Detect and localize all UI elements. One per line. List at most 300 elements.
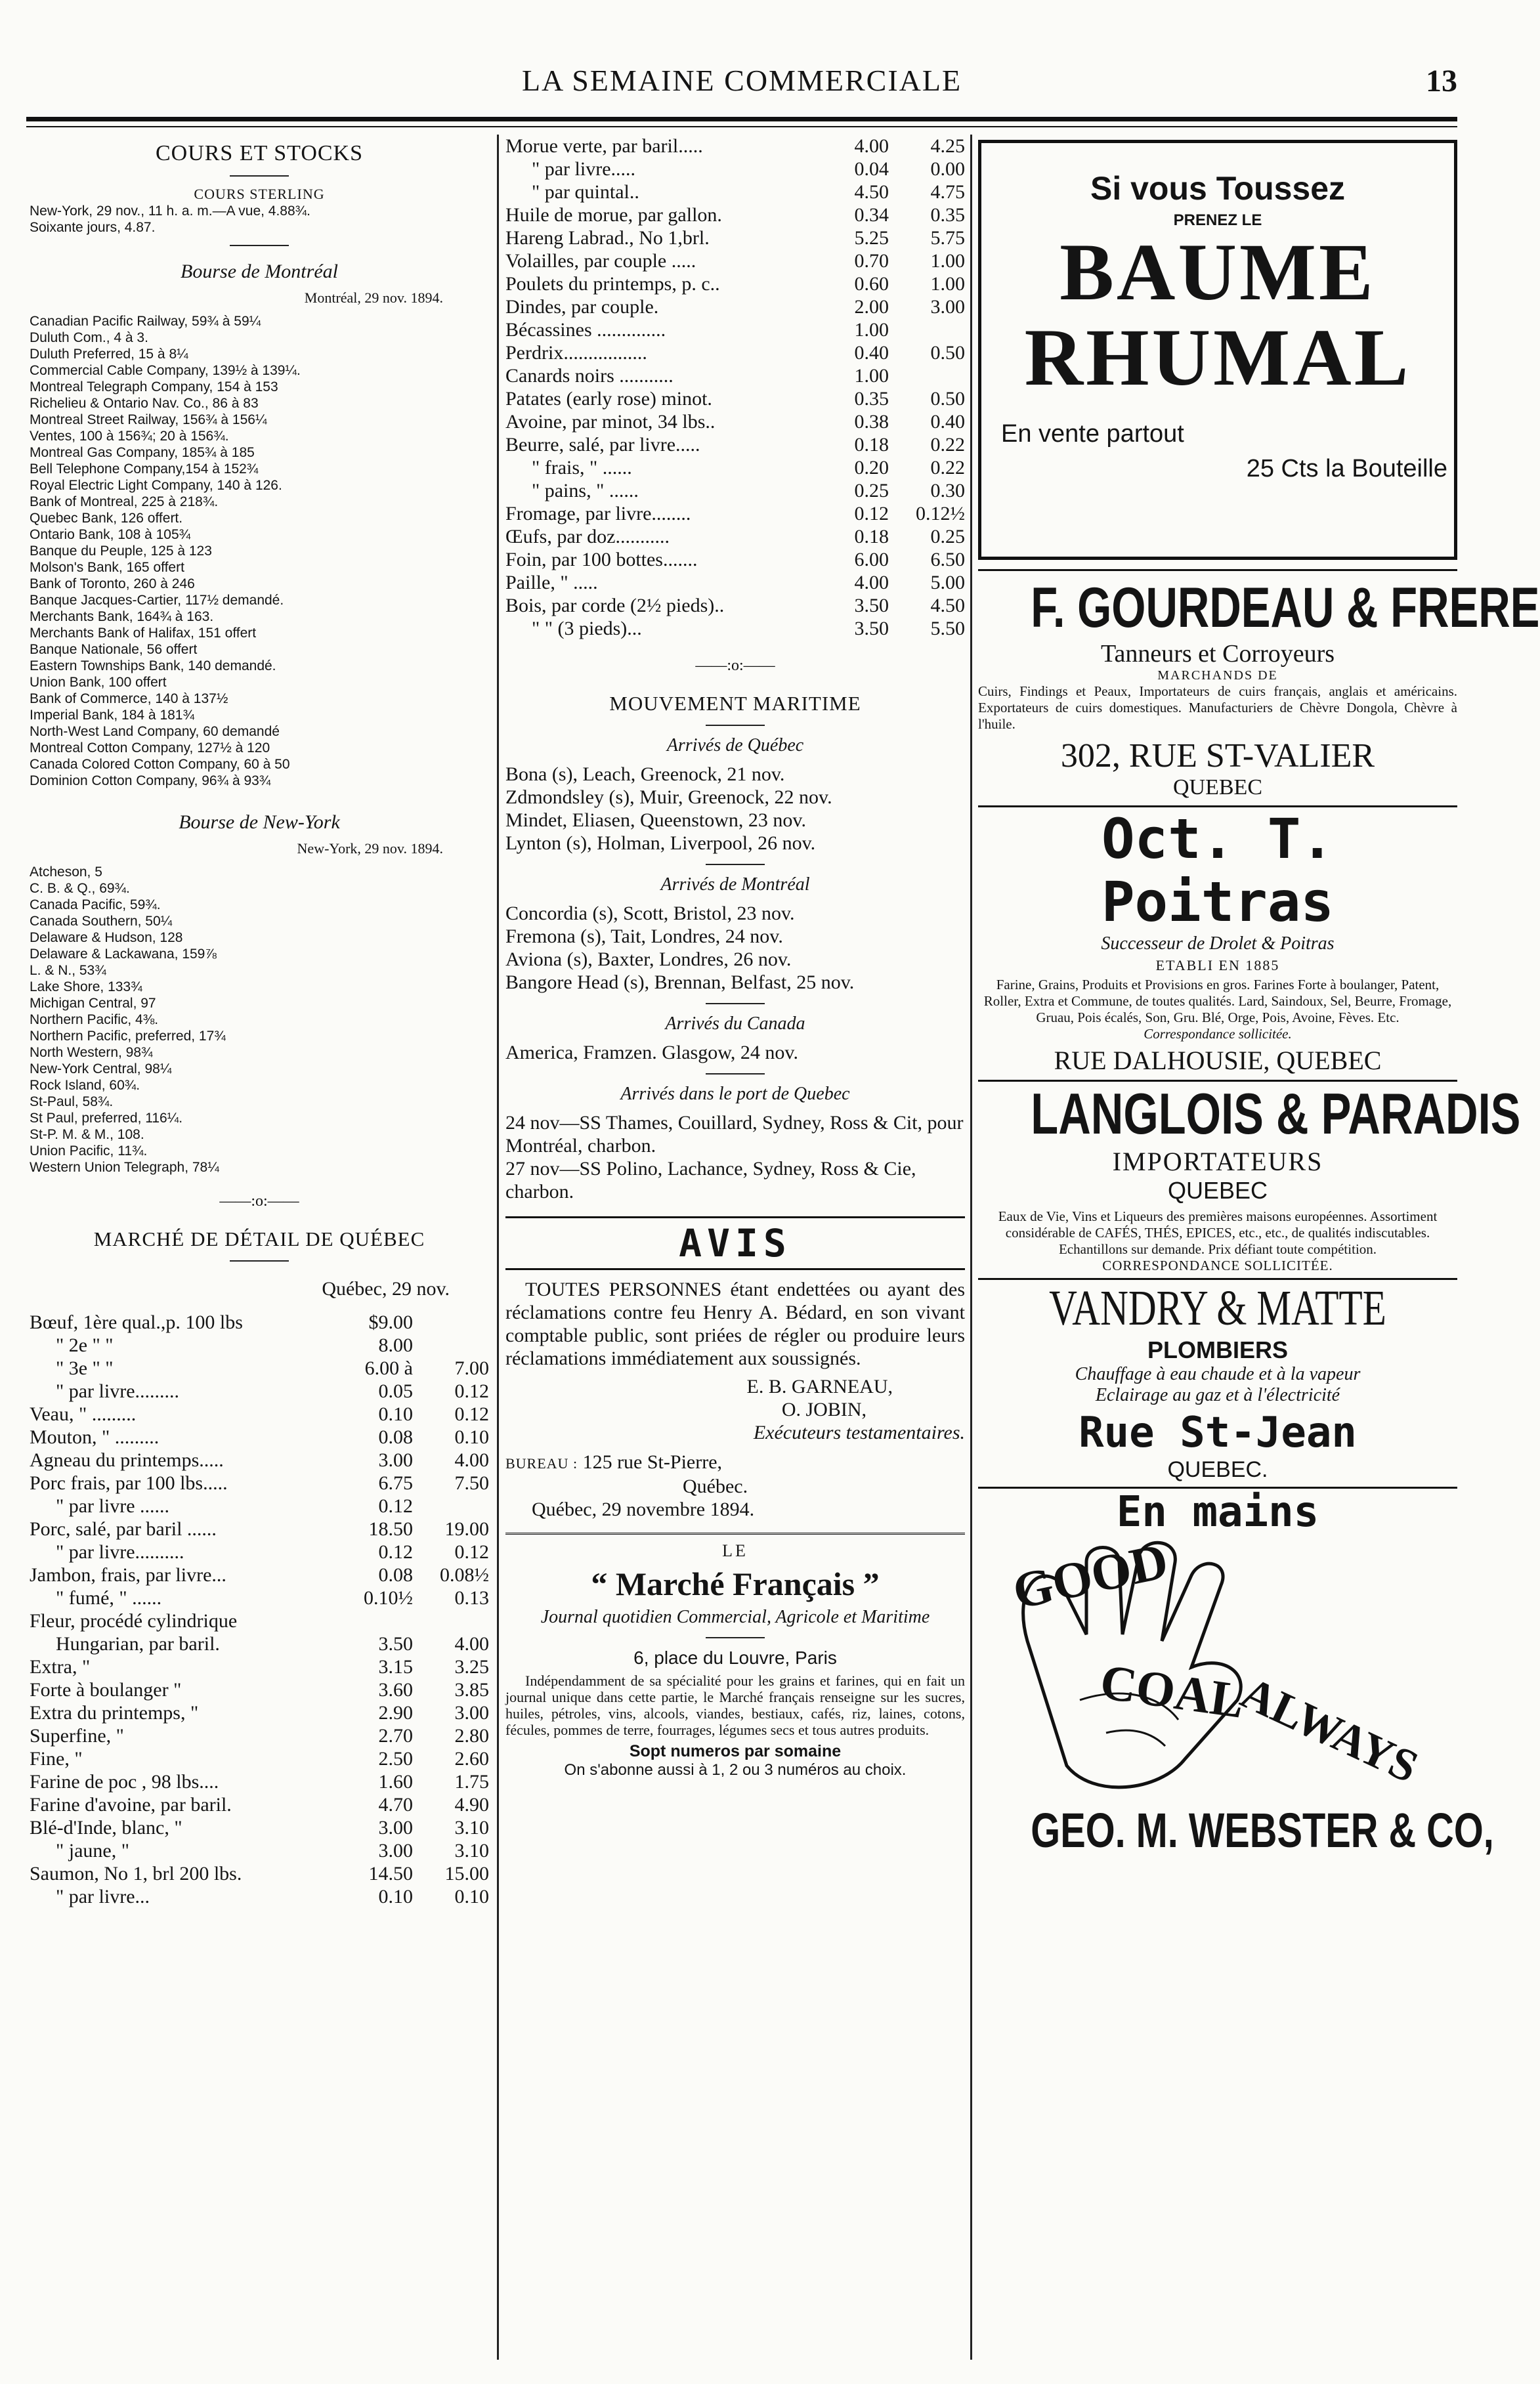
price-row — [30, 1862, 489, 1885]
price-value: 0.30 — [930, 480, 965, 501]
avis-bureau-label: BUREAU : — [505, 1455, 578, 1472]
price-value: 3.00 — [378, 1840, 413, 1862]
text-line: Canada Pacific, 59¾. — [30, 897, 161, 912]
price-row — [30, 1747, 489, 1770]
price-row — [30, 1655, 489, 1678]
baume-line3: BAUME — [1059, 227, 1376, 317]
text-line: Zdmondsley (s), Muir, Greenock, 22 nov. — [505, 786, 832, 808]
price-value: 0.04 — [854, 158, 889, 180]
price-item: Beurre, salé, par livre..... — [505, 434, 700, 456]
price-item: Blé-d'Inde, blanc, " — [30, 1817, 182, 1839]
text-line: Molson's Bank, 165 offert — [30, 560, 184, 575]
text-line: Lynton (s), Holman, Liverpool, 26 nov. — [505, 832, 816, 854]
marche-francais-subscribe: On s'abonne aussi à 1, 2 ou 3 numéros au choix. — [564, 1761, 907, 1779]
newyork-quotes — [30, 864, 489, 1176]
newyork-date: New-York, 29 nov. 1894. — [297, 840, 443, 857]
price-row — [505, 135, 965, 158]
price-value: 0.20 — [854, 457, 889, 479]
price-value: 1.00 — [930, 250, 965, 272]
price-value: 5.50 — [930, 618, 965, 639]
text-line: St-Paul, 58¾. — [30, 1094, 114, 1109]
price-row — [30, 1357, 489, 1380]
price-value: 1.60 — [378, 1771, 413, 1793]
page-number: 13 — [1426, 64, 1457, 98]
marche-heading: MARCHÉ DE DÉTAIL DE QUÉBEC — [93, 1227, 425, 1250]
price-item: Mouton, " ......... — [30, 1426, 160, 1448]
price-row — [30, 1449, 489, 1472]
gourdeau-name: F. GOURDEAU & FRERE — [1031, 576, 1540, 639]
marche-francais-title: “ Marché Français ” — [591, 1565, 880, 1602]
price-value: 7.50 — [454, 1472, 489, 1494]
price-row — [505, 272, 965, 295]
price-value — [417, 1311, 489, 1334]
price-row — [505, 594, 965, 617]
price-item: Saumon, No 1, brl 200 lbs. — [30, 1863, 242, 1884]
price-value: 1.00 — [854, 319, 889, 341]
price-value: 2.60 — [454, 1748, 489, 1770]
price-value: 19.00 — [444, 1518, 489, 1540]
price-value: 8.00 — [378, 1334, 413, 1356]
price-row — [505, 364, 965, 387]
ad-baume-rhumal — [978, 140, 1457, 560]
text-line: Bangore Head (s), Brennan, Belfast, 25 nov. — [505, 971, 855, 993]
text-line: Delaware & Lackawana, 159⅞ — [30, 947, 217, 962]
baume-line2: PRENEZ LE — [1173, 211, 1262, 229]
text-line: Banque du Peuple, 125 à 123 — [30, 543, 212, 559]
price-row — [505, 456, 965, 479]
price-row — [30, 1816, 489, 1839]
marche-price-table — [30, 1311, 489, 1908]
price-row — [505, 158, 965, 181]
stocks-heading: COURS ET STOCKS — [155, 141, 364, 165]
header-rule-thin — [26, 126, 1457, 127]
webster-coal: COAL — [1097, 1654, 1248, 1729]
text-line: Banque Nationale, 56 offert — [30, 642, 198, 657]
avis-title: AVIS — [679, 1221, 792, 1266]
price-value: 0.60 — [854, 273, 889, 295]
text-line: Atcheson, 5 — [30, 864, 102, 880]
avis-bureau: 125 rue St-Pierre, — [582, 1451, 723, 1473]
price-item: Morue verte, par baril..... — [505, 135, 703, 157]
text-line: Merchants Bank, 164¾ à 163. — [30, 609, 214, 624]
gourdeau-trade: Tanneurs et Corroyeurs — [1100, 640, 1335, 668]
divider — [706, 725, 765, 726]
divider — [230, 245, 289, 246]
marche-francais-subtitle: Journal quotidien Commercial, Agricole et Maritime — [540, 1607, 930, 1627]
price-row — [505, 387, 965, 410]
price-value: 4.00 — [454, 1633, 489, 1655]
price-item: Jambon, frais, par livre... — [30, 1564, 226, 1586]
text-line: America, Framzen. Glasgow, 24 nov. — [505, 1042, 798, 1063]
poitras-correspondence: Correspondance sollicitée. — [1144, 1026, 1292, 1042]
price-value: 0.12 — [454, 1541, 489, 1563]
price-value: 3.85 — [454, 1679, 489, 1701]
price-row — [505, 571, 965, 594]
text-line: Royal Electric Light Company, 140 à 126. — [30, 478, 282, 493]
price-item: Patates (early rose) minot. — [505, 388, 712, 410]
price-value: 0.12 — [378, 1495, 413, 1517]
vandry-line2: Eclairage au gaz et à l'électricité — [1095, 1385, 1340, 1405]
price-value: 3.00 — [378, 1817, 413, 1839]
text-line: Fremona (s), Tait, Londres, 24 nov. — [505, 926, 783, 947]
text-line: St-P. M. & M., 108. — [30, 1127, 144, 1142]
price-value: 1.00 — [854, 365, 889, 387]
price-item: Hungarian, par baril. — [56, 1633, 220, 1655]
avis-signatory-2: O. JOBIN, — [781, 1399, 866, 1420]
price-item: Bois, par corde (2½ pieds).. — [505, 595, 725, 616]
text-line: Banque Jacques-Cartier, 117½ demandé. — [30, 593, 284, 608]
price-value: 0.25 — [930, 526, 965, 547]
gourdeau-body: Cuirs, Findings et Peaux, Importateurs de cuirs français, anglais et américains. Exportateurs de cuirs domestiques. Manufacturiers de Chèvre Dongola, Chèvre à l'huile. — [978, 683, 1457, 732]
price-item: Forte à boulanger " — [30, 1679, 182, 1701]
poitras-body: Farine, Grains, Produits et Provisions en gros. Farines Forte à boulanger, Patent, Roller, Extra et Commune, de toutes qualités. Lard, Saindoux, Sel, Beurre, Fromage, Gruau, Pois écalés, Son, Gru. Blé, Orge, Pois, Avoine, Fèves. Etc. — [983, 977, 1452, 1025]
ad-langlois — [978, 1081, 1521, 1274]
divider — [230, 1260, 289, 1262]
arrivals-montreal-heading: Arrivés de Montréal — [660, 874, 810, 895]
price-item: " frais, " ...... — [532, 457, 632, 479]
text-line: Canadian Pacific Railway, 59¾ à 59¼ — [30, 314, 261, 329]
price-value: 2.50 — [378, 1748, 413, 1770]
price-value: 0.12 — [854, 503, 889, 524]
price-row — [30, 1495, 489, 1518]
price-row — [30, 1678, 489, 1701]
ad-vandry — [978, 1280, 1457, 1483]
price-value: 4.00 — [854, 135, 889, 157]
price-value: 15.00 — [444, 1863, 489, 1884]
price-row — [30, 1334, 489, 1357]
avis-body: TOUTES PERSONNES étant endettées ou ayant des réclamations contre feu Henry A. Bédard, en son vivant comptable public, sont priées de régler ou produire leurs réclamations immédiatement aux soussignés. — [505, 1279, 965, 1369]
webster-top: En mains — [1116, 1488, 1319, 1537]
price-value: 0.50 — [930, 388, 965, 410]
montreal-quotes — [30, 313, 489, 789]
text-line: Ontario Bank, 108 à 105¾ — [30, 527, 191, 542]
price-row — [30, 1380, 489, 1403]
price-row — [505, 502, 965, 525]
price-row — [505, 479, 965, 502]
text-line: Union Bank, 100 offert — [30, 675, 167, 690]
column-divider-2 — [970, 135, 972, 2360]
gourdeau-city: QUEBEC — [1173, 775, 1262, 799]
price-value: 0.10 — [454, 1426, 489, 1448]
price-item: Fine, " — [30, 1748, 83, 1770]
price-value — [417, 1334, 489, 1357]
price-value: 0.12½ — [916, 503, 965, 524]
baume-line4: RHUMAL — [1024, 312, 1411, 402]
arrivals-port-heading: Arrivés dans le port de Quebec — [620, 1084, 850, 1104]
text-line: Quebec Bank, 126 offert. — [30, 511, 183, 526]
price-value: 0.35 — [930, 204, 965, 226]
price-item: Foin, par 100 bottes....... — [505, 549, 698, 570]
price-row — [505, 617, 965, 640]
marche-francais-le: LE — [722, 1541, 748, 1560]
market-price-table — [505, 135, 965, 640]
text-line: Bank of Montreal, 225 à 218¾. — [30, 494, 219, 509]
price-row — [30, 1564, 489, 1586]
divider — [505, 1268, 965, 1270]
langlois-correspondence: CORRESPONDANCE SOLLICITÉE. — [1102, 1258, 1333, 1273]
text-line: Northern Pacific, 4⅜. — [30, 1012, 159, 1027]
divider — [230, 175, 289, 177]
arrivals-montreal — [505, 902, 965, 994]
marche-francais-body: Indépendamment de sa spécialité pour les grains et farines, qui en fait un journal unique dans cette partie, le Marché français renseigne sur les sucres, huiles, pétroles, vins, alcools, viandes, bestiaux, cafés, riz, laines, cotons, fécules, pommes de terre, fourrages, légumes secs et tous autres produits. — [505, 1672, 965, 1738]
price-item: " pains, " ...... — [532, 480, 639, 501]
price-item: Poulets du printemps, p. c.. — [505, 273, 720, 295]
price-value: 1.75 — [454, 1771, 489, 1793]
price-value: 14.50 — [368, 1863, 413, 1884]
text-line: Bank of Toronto, 260 à 246 — [30, 576, 195, 591]
price-item: " 2e " " — [56, 1334, 114, 1356]
price-value: 3.50 — [378, 1633, 413, 1655]
poitras-name: Oct. T. Poitras — [1101, 807, 1334, 934]
separator: ——:o:—— — [695, 657, 775, 674]
price-item: Veau, " ......... — [30, 1403, 137, 1425]
price-value: 2.90 — [378, 1702, 413, 1724]
price-row — [505, 203, 965, 226]
price-value: 4.00 — [454, 1449, 489, 1471]
vandry-street: Rue St-Jean — [1079, 1409, 1357, 1457]
text-line: New-York Central, 98¼ — [30, 1061, 172, 1076]
price-value: 3.15 — [378, 1656, 413, 1678]
price-item: Volailles, par couple ..... — [505, 250, 696, 272]
divider — [706, 864, 765, 865]
price-item: " 3e " " — [56, 1357, 114, 1379]
price-value: 0.10 — [378, 1886, 413, 1907]
price-row — [30, 1426, 489, 1449]
price-item: Agneau du printemps..... — [30, 1449, 224, 1471]
gourdeau-address: 302, RUE ST-VALIER — [1060, 737, 1375, 775]
avis-signatory-1: E. B. GARNEAU, — [746, 1376, 893, 1397]
text-line: C. B. & Q., 69¾. — [30, 881, 130, 896]
price-item: Farine d'avoine, par baril. — [30, 1794, 232, 1816]
column-divider-1 — [497, 135, 499, 2360]
price-row — [30, 1541, 489, 1564]
text-line: Mindet, Eliasen, Queenstown, 23 nov. — [505, 809, 806, 831]
text-line: Delaware & Hudson, 128 — [30, 930, 183, 945]
price-item: Extra, " — [30, 1656, 91, 1678]
langlois-city: QUEBEC — [1167, 1177, 1268, 1204]
price-item: " par livre..... — [532, 158, 636, 180]
price-value: 2.80 — [454, 1725, 489, 1747]
price-item: " fumé, " ...... — [56, 1587, 162, 1609]
price-item: Farine de poc , 98 lbs.... — [30, 1771, 219, 1793]
divider — [706, 1637, 765, 1638]
hand-illustration-icon — [988, 1531, 1447, 1805]
text-line: Commercial Cable Company, 139½ à 139¼. — [30, 363, 301, 378]
price-item: Avoine, par minot, 34 lbs.. — [505, 411, 716, 433]
price-item: Hareng Labrad., No 1,brl. — [505, 227, 710, 249]
sterling-lines — [30, 203, 489, 236]
price-value — [417, 1609, 489, 1632]
price-item: Bécassines .............. — [505, 319, 666, 341]
price-value: 0.08 — [378, 1426, 413, 1448]
price-value: 0.12 — [454, 1380, 489, 1402]
vandry-line1: Chauffage à eau chaude et à la vapeur — [1075, 1364, 1361, 1384]
price-item: Fleur, procédé cylindrique — [30, 1610, 238, 1632]
price-value — [341, 1609, 417, 1632]
price-value: 0.08 — [378, 1564, 413, 1586]
text-line: North Western, 98¾ — [30, 1045, 153, 1060]
vandry-trade: PLOMBIERS — [1147, 1336, 1288, 1363]
avis-bureau-city: Québec. — [683, 1476, 748, 1497]
price-row — [30, 1701, 489, 1724]
text-line: Union Pacific, 11¾. — [30, 1143, 148, 1159]
webster-name: GEO. M. WEBSTER & CO, — [1031, 1803, 1494, 1858]
price-row — [505, 181, 965, 203]
price-item: " par livre ...... — [56, 1495, 170, 1517]
price-value: 0.70 — [854, 250, 889, 272]
divider — [706, 1003, 765, 1004]
price-item: Fromage, par livre........ — [505, 503, 691, 524]
montreal-heading: Bourse de Montréal — [181, 261, 338, 282]
price-value: 3.00 — [930, 296, 965, 318]
price-value: 6.00 à — [364, 1357, 413, 1379]
text-line: Montreal Cotton Company, 127½ à 120 — [30, 740, 270, 756]
price-row — [505, 525, 965, 548]
price-value: 0.35 — [854, 388, 889, 410]
text-line: Western Union Telegraph, 78¼ — [30, 1160, 219, 1175]
ad-gourdeau — [978, 576, 1540, 800]
separator: ——:o:—— — [219, 1193, 299, 1210]
price-value: 6.50 — [930, 549, 965, 570]
price-value: 7.00 — [454, 1357, 489, 1379]
text-line: Bona (s), Leach, Greenock, 21 nov. — [505, 763, 785, 785]
text-line: L. & N., 53¾ — [30, 963, 106, 978]
maritime-heading: MOUVEMENT MARITIME — [609, 692, 861, 715]
price-row — [30, 1518, 489, 1541]
text-line: Aviona (s), Baxter, Londres, 26 nov. — [505, 948, 792, 970]
text-line: 24 nov—SS Thames, Couillard, Sydney, Ross & Cit, pour Montréal, charbon. — [505, 1112, 964, 1157]
price-value: 4.50 — [930, 595, 965, 616]
price-value: 4.70 — [378, 1794, 413, 1816]
baume-line6: 25 Cts la Bouteille — [1246, 455, 1447, 482]
price-item: Porc frais, par 100 lbs..... — [30, 1472, 228, 1494]
poitras-successor: Successeur de Drolet & Poitras — [1101, 933, 1335, 954]
price-row — [30, 1632, 489, 1655]
text-line: Lake Shore, 133¾ — [30, 979, 142, 994]
poitras-address: RUE DALHOUSIE, QUEBEC — [1054, 1046, 1382, 1075]
text-line: Bank of Commerce, 140 à 137½ — [30, 691, 228, 706]
price-row — [505, 433, 965, 456]
price-item: Extra du printemps, " — [30, 1702, 199, 1724]
column-market — [505, 135, 965, 1779]
price-item: " par livre.......... — [56, 1541, 184, 1563]
price-row — [30, 1770, 489, 1793]
price-item: Œufs, par doz........... — [505, 526, 670, 547]
price-row — [30, 1472, 489, 1495]
price-row — [505, 295, 965, 318]
text-line: Montreal Telegraph Company, 154 à 153 — [30, 379, 278, 394]
price-value: 0.50 — [930, 342, 965, 364]
price-value: 0.08½ — [440, 1564, 489, 1586]
marche-francais-address: 6, place du Louvre, Paris — [633, 1648, 837, 1668]
text-line: Concordia (s), Scott, Bristol, 23 nov. — [505, 903, 795, 924]
text-line: Richelieu & Ontario Nav. Co., 86 à 83 — [30, 396, 259, 411]
price-item: Huile de morue, par gallon. — [505, 204, 722, 226]
text-line: Montreal Street Railway, 156¾ à 156¼ — [30, 412, 267, 427]
price-value: 1.00 — [930, 273, 965, 295]
montreal-date: Montréal, 29 nov. 1894. — [304, 289, 443, 306]
price-item: Porc, salé, par baril ...... — [30, 1518, 217, 1540]
price-item: " par livre... — [56, 1886, 150, 1907]
column-advertisements — [978, 135, 1540, 1858]
price-value: 2.70 — [378, 1725, 413, 1747]
price-value: 4.75 — [930, 181, 965, 203]
langlois-name: LANGLOIS & PARADIS — [1031, 1081, 1521, 1146]
text-line: 27 nov—SS Polino, Lachance, Sydney, Ross & Cie, charbon. — [505, 1158, 916, 1203]
price-value: 0.38 — [854, 411, 889, 433]
price-value — [893, 364, 965, 387]
avis-date: Québec, 29 novembre 1894. — [532, 1499, 755, 1520]
price-value — [893, 318, 965, 341]
text-line: Duluth Preferred, 15 à 8¼ — [30, 347, 188, 362]
text-line: Rock Island, 60¾. — [30, 1078, 140, 1093]
price-value: 0.12 — [378, 1541, 413, 1563]
price-item: " " (3 pieds)... — [532, 618, 642, 639]
price-value: 3.50 — [854, 618, 889, 639]
price-item: Perdrix................. — [505, 342, 647, 364]
price-row — [505, 249, 965, 272]
price-value: 3.25 — [454, 1656, 489, 1678]
price-item: Superfine, " — [30, 1725, 124, 1747]
price-value: 0.22 — [930, 457, 965, 479]
arrivals-port — [505, 1111, 965, 1203]
text-line: Merchants Bank of Halifax, 151 offert — [30, 626, 257, 641]
marche-date: Québec, 29 nov. — [322, 1278, 450, 1300]
price-value: 0.13 — [454, 1587, 489, 1609]
text-line: Michigan Central, 97 — [30, 996, 156, 1011]
header-rule — [26, 117, 1457, 121]
page-title: LA SEMAINE COMMERCIALE — [521, 64, 962, 97]
vandry-name: VANDRY & MATTE — [1049, 1281, 1386, 1336]
marche-francais-sample: Sopt numeros par somaine — [629, 1742, 842, 1760]
price-row — [505, 341, 965, 364]
price-row — [30, 1586, 489, 1609]
price-value: 3.60 — [378, 1679, 413, 1701]
price-row — [505, 318, 965, 341]
price-value: 0.12 — [454, 1403, 489, 1425]
baume-line5: En vente partout — [1001, 420, 1184, 448]
price-value: 0.25 — [854, 480, 889, 501]
price-row — [505, 226, 965, 249]
text-line: Eastern Townships Bank, 140 demandé. — [30, 658, 276, 673]
price-value: 3.00 — [454, 1702, 489, 1724]
price-value — [417, 1495, 489, 1518]
text-line: North-West Land Company, 60 demandé — [30, 724, 280, 739]
price-value: 0.22 — [930, 434, 965, 456]
text-line: Imperial Bank, 184 à 181¾ — [30, 708, 194, 723]
price-value: 5.75 — [930, 227, 965, 249]
price-item: " par quintal.. — [532, 181, 639, 203]
webster-always: ALWAYS — [1233, 1667, 1426, 1793]
price-value: 3.10 — [454, 1840, 489, 1862]
price-item: Bœuf, 1ère qual.,p. 100 lbs — [30, 1311, 243, 1333]
arrivals-canada-heading: Arrivés du Canada — [665, 1013, 805, 1034]
price-value: 4.50 — [854, 181, 889, 203]
price-row — [30, 1839, 489, 1862]
price-value: 0.10 — [454, 1886, 489, 1907]
arrivals-quebec — [505, 763, 965, 855]
ad-webster — [978, 1488, 1494, 1858]
ad-poitras — [978, 807, 1457, 1076]
arrivals-canada — [505, 1041, 965, 1064]
price-value: 0.18 — [854, 434, 889, 456]
price-value: 0.10 — [378, 1403, 413, 1425]
price-value: 0.05 — [378, 1380, 413, 1402]
gourdeau-sub: MARCHANDS DE — [1157, 668, 1278, 683]
price-item: " par livre......... — [56, 1380, 180, 1402]
langlois-trade: IMPORTATEURS — [1112, 1147, 1323, 1176]
price-value: 0.40 — [930, 411, 965, 433]
